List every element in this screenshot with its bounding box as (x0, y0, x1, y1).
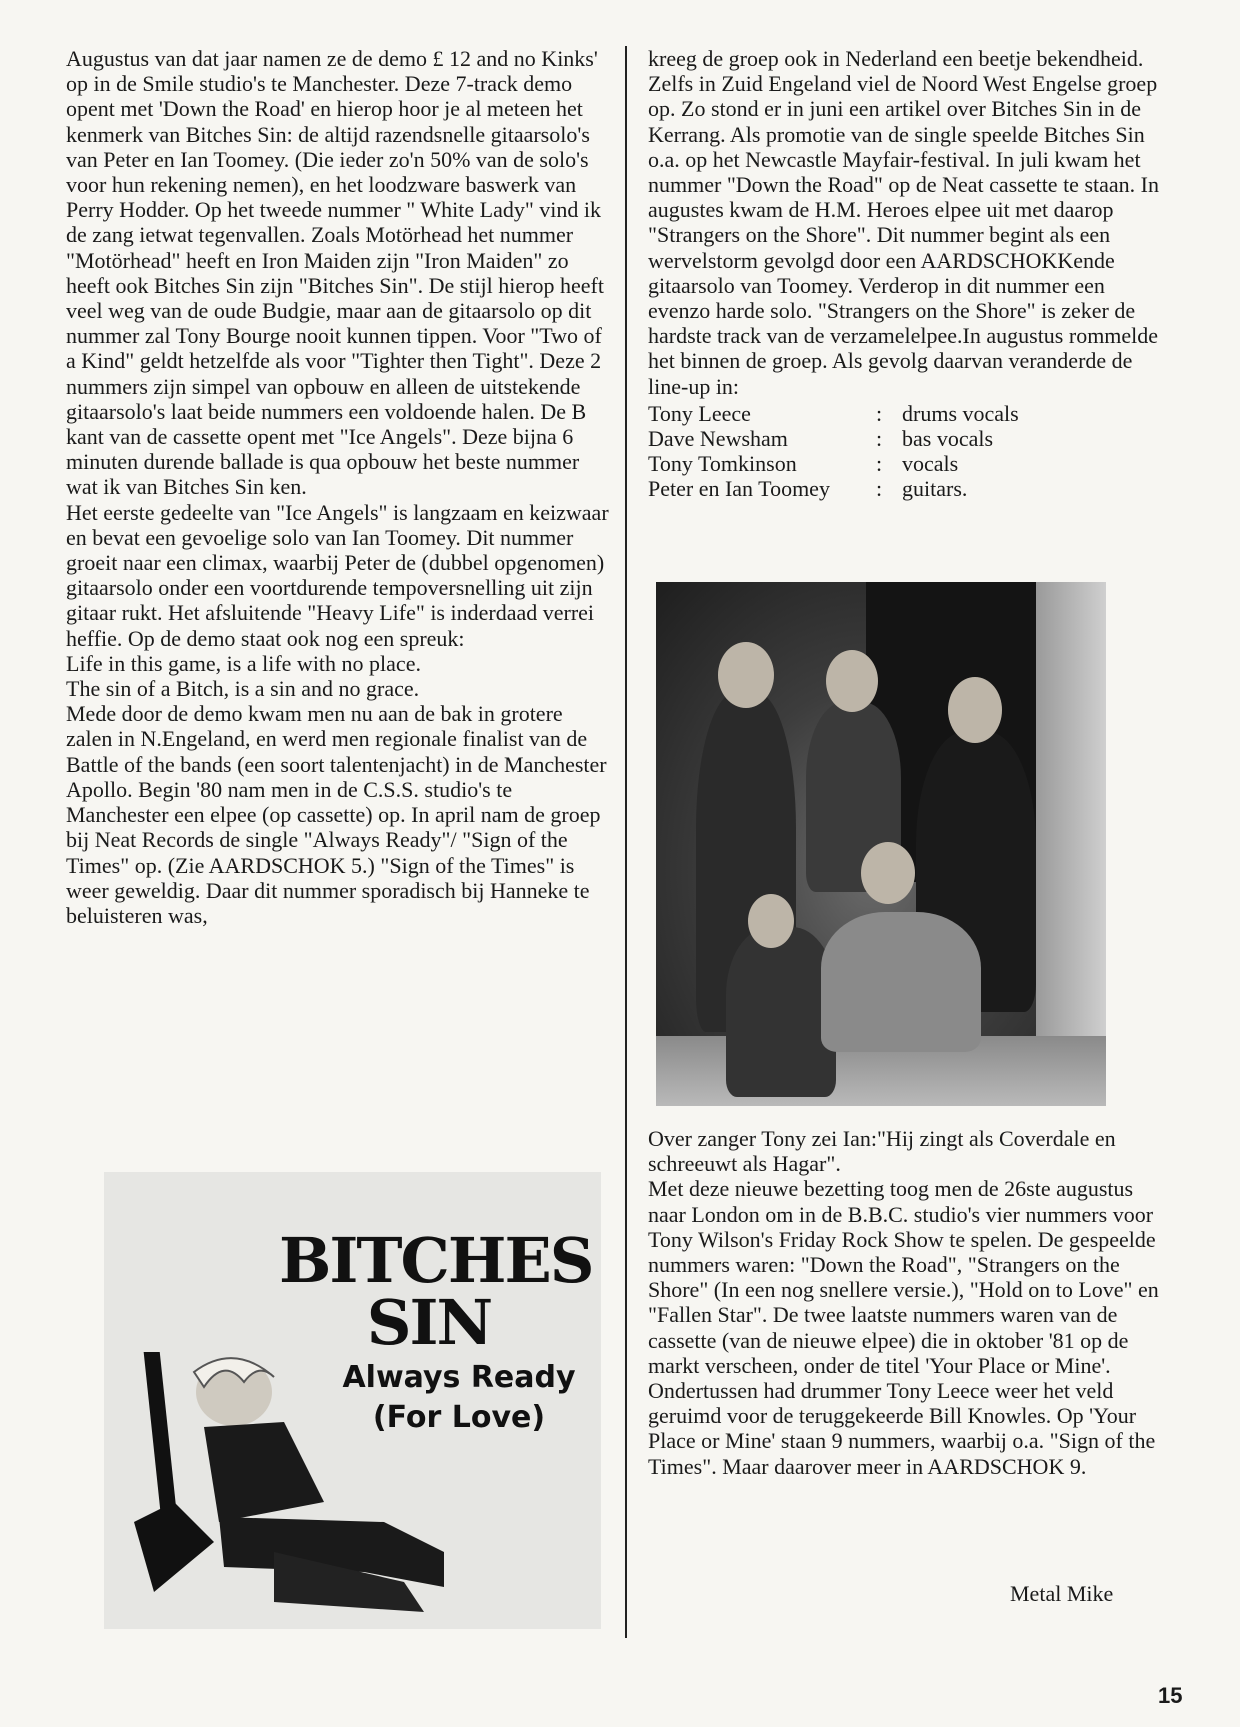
article-paragraph: Het eerste gedeelte van "Ice Angels" is langzaam en keizwaar en bevat een gevoelige solo van Ian Toomey. Dit nummer groeit naar een climax, waarbij Peter de (dubbel opgenomen) gitaarsolo onder een voortdurende tempoversnelling uit zijn gitaar rukt. Het afsluitende "Heavy Life" is inderdaad verrei heffie. Op de demo staat ook nog een spreuk: (66, 499, 609, 651)
lineup-row: Dave Newsham : bas vocals (648, 426, 1168, 451)
article-paragraph: Mede door de demo kwam men nu aan de bak in grotere zalen in N.Engeland, en werd men regionale finalist van de Battle of the bands (een soort talentenjacht) in de Manchester Apollo. Begin '80 nam men in de C.S.S. studio's te Manchester een elpee (op cassette) op. In april nam de groep bij Neat Records de single "Always Ready"/ "Sign of the Times" op. (Zie AARDSCHOK 5.) "Sign of the Times" is weer geweldig. Daar dit nummer sporadisch bij Hanneke te beluisteren was, (66, 701, 607, 928)
cover-title-line: Always Ready (342, 1360, 576, 1395)
member-role: drums vocals (902, 400, 1019, 426)
author-signature: Metal Mike (1010, 1581, 1114, 1606)
quote-line: The sin of a Bitch, is a sin and no grace. (66, 676, 420, 702)
article-paragraph: Over zanger Tony zei Ian:"Hij zingt als Coverdale en schreeuwt als Hagar". (648, 1126, 1116, 1177)
band-member-head (861, 842, 915, 904)
member-name: Peter en Ian Toomey (648, 476, 830, 502)
lineup-list (648, 401, 1168, 502)
member-role: vocals (902, 451, 959, 477)
article-right-column (648, 46, 1168, 502)
lineup-row: Tony Leece : drums vocals (648, 401, 1168, 426)
cover-figure (124, 1352, 454, 1622)
band-member-head (826, 650, 878, 712)
band-member-figure (726, 927, 836, 1097)
member-role: bas vocals (902, 426, 994, 452)
band-member-head (718, 642, 774, 708)
article-paragraph: Met deze nieuwe bezetting toog men de 26ste augustus naar London om in de B.B.C. studio's vier nummers voor Tony Wilson's Friday Rock Show te spelen. De gespeelde nummers waren: "Down the Road", "Strangers on the Shore" (In een nog snellere versie.), "Hold on to Love" en "Fallen Star". De twee laatste nummers waren van de cassette (van de nieuwe elpee) die in oktober '81 op de markt verscheen, onder de titel 'Your Place or Mine'. Ondertussen had drummer Tony Leece weer het veld geruimd voor de teruggekeerde Bill Knowles. Op 'Your Place or Mine' staan 9 nummers, waarbij o.a. "Sign of the Times". Maar daarover meer in AARDSCHOK 9. (648, 1176, 1159, 1479)
article-left-column (66, 46, 611, 928)
band-photo (656, 582, 1106, 1106)
band-member-head (948, 677, 1002, 743)
member-name: Tony Tomkinson (648, 451, 797, 477)
cover-band-logo: BITCHES SIN (279, 1224, 593, 1359)
lineup-row: Peter en Ian Toomey : guitars. (648, 476, 1168, 501)
single-cover-image (104, 1172, 601, 1629)
member-name: Dave Newsham (648, 426, 788, 452)
column-divider (625, 46, 627, 1638)
cover-illustration (124, 1352, 454, 1622)
member-name: Tony Leece (648, 400, 751, 426)
article-paragraph: kreeg de groep ook in Nederland een beetje bekendheid. Zelfs in Zuid Engeland viel de Noord West Engelse groep op. Zo stond er in juni een artikel over Bitches Sin in de Kerrang. Als promotie van de single speelde Bitches Sin o.a. op het Newcastle Mayfair-festival. In juli kwam het nummer "Down the Road" op de Neat cassette te staan. In augustes kwam de H.M. Heroes elpee uit met daarop "Strangers on the Shore". Dit nummer begint als een wervelstorm gevolgd door een AARDSCHOKKende gitaarsolo van Toomey. Verderop in dit nummer een evenzo harde solo. "Strangers on the Shore" is zeker de hardste track van de verzamelelpee.In augustus rommelde het binnen de groep. Als gevolg daarvan veranderde de line-up in: (648, 46, 1159, 399)
article-paragraph: Augustus van dat jaar namen ze de demo £ 12 and no Kinks' op in de Smile studio's te Manchester. Deze 7-track demo opent met 'Down the Road' en hierop hoor je al meteen het kenmerk van Bitches Sin: de altijd razendsnelle gitaarsolo's van Peter en Ian Toomey. (Die ieder zo'n 50% van de solo's voor hun rekening nemen), en het loodzware baswerk van Perry Hodder. Op het tweede nummer " White Lady" vind ik de zang ietwat tegenvallen. Zoals Motörhead het nummer "Motörhead" heeft en Iron Maiden zijn "Iron Maiden" zo heeft ook Bitches Sin zijn "Bitches Sin". De stijl hierop heeft veel weg van de oude Budgie, maar aan de gitaarsolo op dit nummer zal Tony Bourge nooit kunnen tippen. Voor "Two of a Kind" geldt hetzelfde als voor "Tighter then Tight". Deze 2 nummers zijn simpel van opbouw en alleen de uitstekende gitaarsolo's laat beide nummers een voldoende halen. De B kant van de cassette opent met "Ice Angels". Deze bijna 6 minuten durende ballade is qua opbouw het beste nummer wat ik van Bitches Sin ken. (66, 46, 604, 500)
cover-title-line: (For Love) (372, 1400, 546, 1435)
quote-line: Life in this game, is a life with no place. (66, 650, 421, 676)
lineup-row: Tony Tomkinson : vocals (648, 451, 1168, 476)
article-right-column-continued (648, 1126, 1168, 1479)
band-member-figure (821, 912, 981, 1052)
photo-wall (1036, 582, 1106, 1106)
member-role: guitars. (902, 476, 968, 502)
page-number: 15 (1158, 1683, 1183, 1708)
band-member-head (748, 894, 794, 948)
